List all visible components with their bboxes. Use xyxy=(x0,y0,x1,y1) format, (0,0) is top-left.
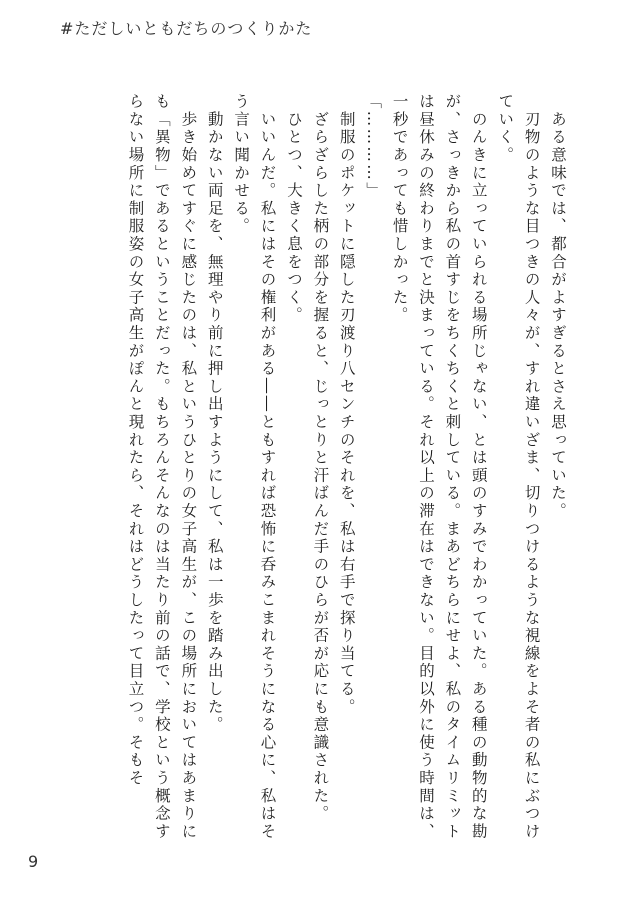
page-number: 9 xyxy=(28,852,39,871)
paragraph: 「…………」 xyxy=(364,93,383,200)
running-head-title: #ただしいともだちのつくりかた xyxy=(60,19,313,38)
vertical-text-body xyxy=(51,93,571,853)
paragraph: のんきに立っていられる場所じゃない、とは頭のすみでわかっていた。ある種の動物的な勘が、さっきから私の首すじをちくちくと刺している。まあどちらにせよ、私のタイムリミットは昼休みの終わりまでと決まっている。それ以上の滞在はできない。目的以外に使う時間は、一秒であっても惜しかった。 xyxy=(390,93,488,841)
paragraph: ある意味では、都合がよすぎるとさえ思っていた。 刃物のような目つきの人々が、すれ違いざま、切りつけるような視線をよそ者の私にぶつけていく。 xyxy=(496,93,567,841)
paragraph: 動かない両足を、無理やり前に押し出すようにして、私は一歩を踏み出した。 歩き始めてすぐに感じたのは、私というひとりの女子高生が、この場所においてはあまりにも「異物」であるということだった。もちろんそんなのは当たり前の話で、学校という概念すらない場所に制服姿の女子高生がぽんと現れたら、それはどうしたって目立つ。そもそ xyxy=(126,93,224,841)
paragraph: 制服のポケットに隠した刃渡り八センチのそれを、私は右手で探り当てる。 ざらざらした柄の部分を握ると、じっとりと汗ばんだ手のひらが否が応にも意識された。 ひとつ、大きく息をつく。 いいんだ。私にはその権利がある――ともすれば恐怖に呑みこまれそうになる心に、私はそう言い聞かせる。 xyxy=(232,93,356,841)
